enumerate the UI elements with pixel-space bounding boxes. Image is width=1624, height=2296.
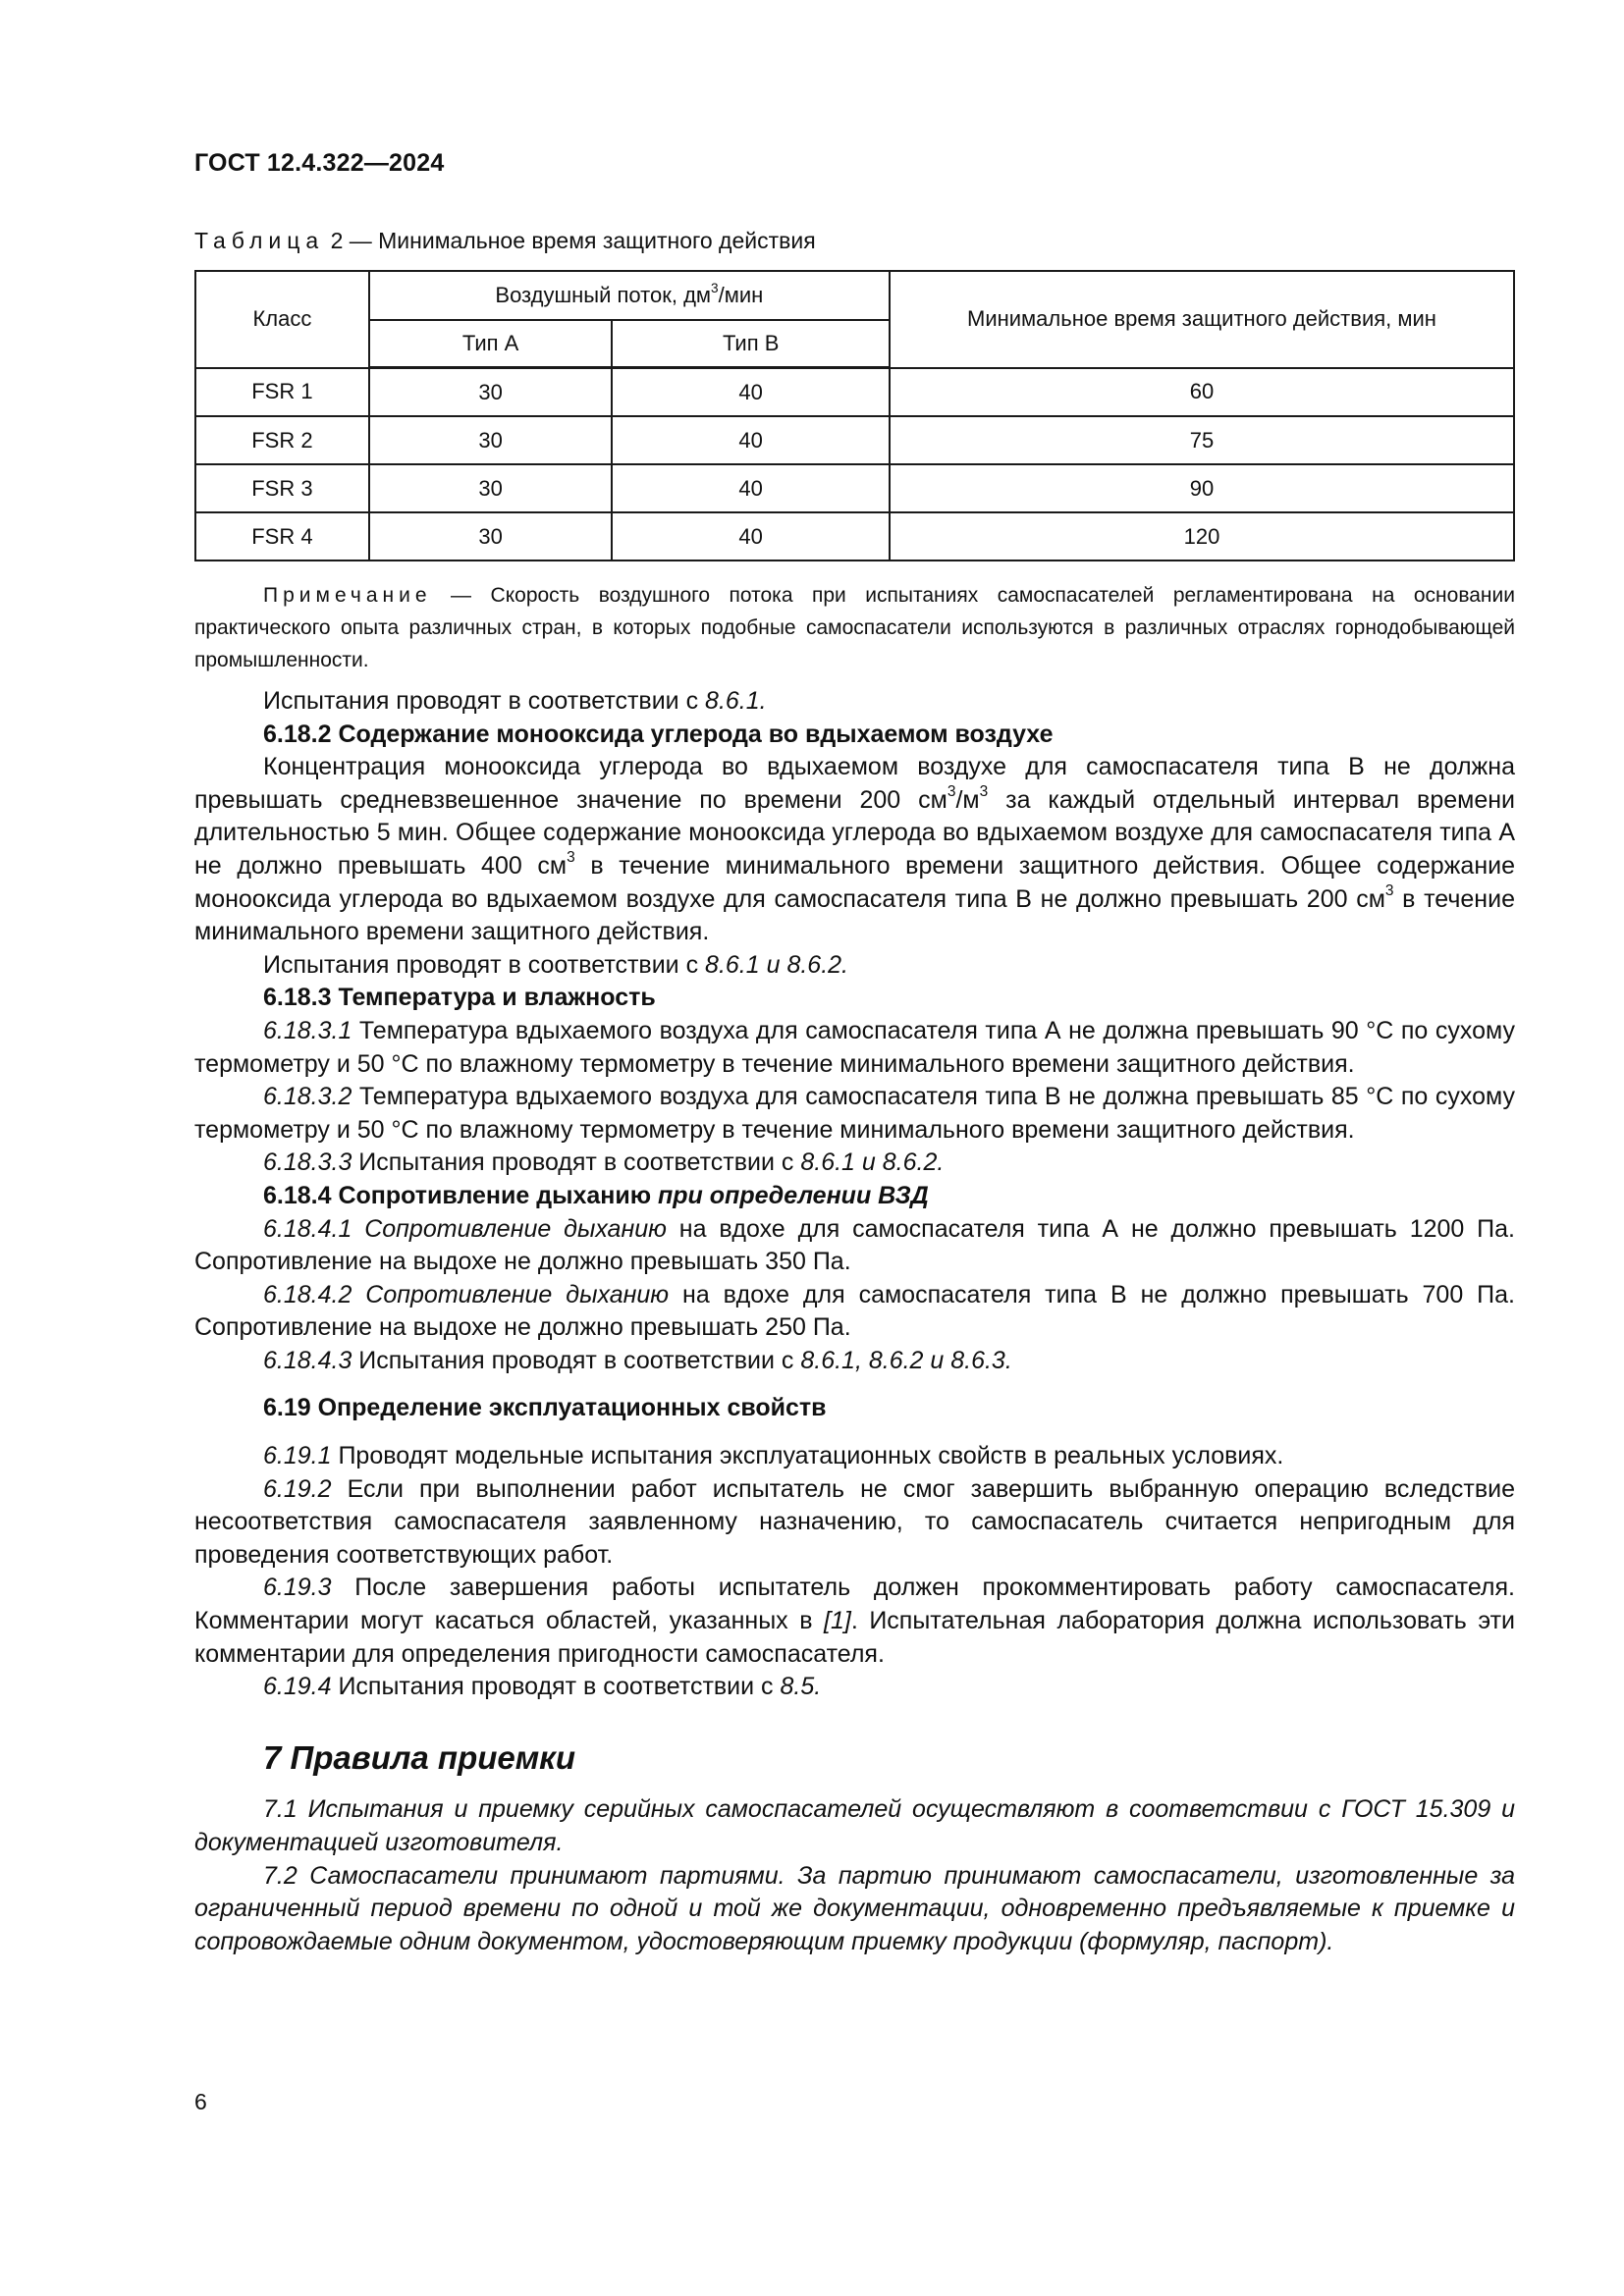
doc-header: ГОСТ 12.4.322—2024 <box>194 149 445 177</box>
cell-type-a: 30 <box>369 368 613 417</box>
header-min-time: Минимальное время защитного действия, мин <box>890 271 1514 368</box>
clause-number: 6.19.3 <box>263 1574 332 1602</box>
section-heading-6-18-3: 6.18.3 Температура и влажность <box>263 984 656 1012</box>
table-caption-label: Таблица <box>194 228 325 253</box>
clause-number: 6.19.4 <box>263 1673 332 1701</box>
header-airflow-unit: /мин <box>718 283 764 307</box>
section-heading-6-18-2: 6.18.2 Содержание монооксида углерода во вдыхаемом воздухе <box>263 720 1054 748</box>
paragraph <box>194 1671 1515 1704</box>
bibliography-ref: [1] <box>824 1607 851 1635</box>
cell-min-time: 120 <box>890 512 1514 561</box>
paragraph <box>194 1081 1515 1147</box>
clause-number: 6.18.4.2 Сопротивление дыханию <box>263 1280 670 1308</box>
cell-class: FSR 1 <box>195 368 369 417</box>
paragraph <box>194 1572 1515 1671</box>
paragraph-text: в течение минимального времени защитного действия. Общее содержание монооксида углерода во вдыхаемом воздухе для самоспасателя типа В не должно превышать 200 см <box>194 851 1515 913</box>
superscript: 3 <box>1384 881 1394 899</box>
protection-time-table <box>194 270 1515 561</box>
table-row <box>195 512 1514 561</box>
section-heading-7: 7 Правила приемки <box>263 1738 576 1776</box>
paragraph <box>194 1279 1515 1345</box>
table-header-row <box>195 271 1514 320</box>
clause-number: 6.18.3.3 <box>263 1148 352 1177</box>
table-row <box>195 368 1514 417</box>
note-label: Примечание <box>263 584 432 607</box>
table-row <box>195 464 1514 512</box>
table-row <box>195 416 1514 464</box>
table-caption <box>194 228 816 254</box>
paragraph <box>194 1473 1515 1573</box>
paragraph-text: Если при выполнении работ испытатель не смог завершить выбранную операцию вследствие несоответствия самоспасателя заявленному назначению, то самоспасатель считается непригодным для проведения соответствующих работ. <box>194 1474 1515 1569</box>
paragraph-text: за каждый отдельный интервал времени длительностью 5 мин. Общее содержание монооксида углерода во вдыхаемом воздухе для самоспасателя типа А не должно превышать 400 см <box>194 785 1515 880</box>
clause-ref: 8.6.1 и 8.6.2. <box>705 950 848 979</box>
table-note <box>194 579 1515 676</box>
clause-ref: 8.6.1 и 8.6.2. <box>800 1148 945 1177</box>
paragraph-text: После завершения работы испытатель должен прокомментировать работу самоспасателя. Комментарии могут касаться областей, указанных в <box>194 1574 1515 1635</box>
paragraph-text: в течение минимального времени защитного действия. <box>194 884 1515 946</box>
cell-class: FSR 2 <box>195 416 369 464</box>
paragraph-text: Температура вдыхаемого воздуха для самоспасателя типа А не должна превышать 90 °С по сухому термометру и 50 °С по влажному термометру в течение минимального времени защитного действия. <box>194 1016 1515 1078</box>
paragraph-text: Испытания проводят в соответствии с <box>331 1673 781 1701</box>
paragraph-text: . Испытательная лаборатория должна использовать эти комментарии для определения пригодности самоспасателя. <box>194 1607 1515 1668</box>
cell-type-b: 40 <box>612 368 890 417</box>
cell-min-time: 75 <box>890 416 1514 464</box>
paragraph-text: Температура вдыхаемого воздуха для самоспасателя типа В не должна превышать 85 °С по сухому термометру и 50 °С по влажному термометру в течение минимального времени защитного действия. <box>194 1083 1515 1144</box>
header-airflow-sup: 3 <box>711 280 719 295</box>
cell-min-time: 60 <box>890 368 1514 417</box>
paragraph-text: Испытания проводят в соответствии с <box>263 950 706 979</box>
paragraph <box>194 1440 1515 1473</box>
heading-text: 6.18.4 Сопротивление дыханию <box>263 1181 659 1209</box>
clause-ref: 8.5. <box>780 1673 822 1701</box>
superscript: 3 <box>979 783 989 801</box>
cell-class: FSR 4 <box>195 512 369 561</box>
paragraph <box>194 751 1515 949</box>
clause-number: 6.18.3.2 <box>263 1083 352 1111</box>
header-class: Класс <box>195 271 369 368</box>
paragraph: 7.2 Самоспасатели принимают партиями. За партию принимают самоспасатели, изготовленные за ограниченный период времени по одной и той же документации, одновременно предъявляемые к приемке и сопровождаемые одним документом, удостоверяющим приемку продукции (формуляр, паспорт). <box>194 1861 1515 1955</box>
cell-type-a: 30 <box>369 512 613 561</box>
paragraph-text: на вдохе для самоспасателя типа В не должно превышать 700 Па. Сопротивление на выдохе не должно превышать 250 Па. <box>194 1280 1515 1342</box>
header-airflow-text: Воздушный поток, дм <box>495 283 712 307</box>
paragraph-text: Испытания проводят в соответствии с <box>352 1346 801 1374</box>
clause-ref: 8.6.1, 8.6.2 и 8.6.3. <box>800 1346 1012 1374</box>
header-type-a: Тип А <box>369 320 613 368</box>
page-number: 6 <box>194 2089 207 2114</box>
header-airflow <box>369 271 890 320</box>
clause-number: 6.18.3.1 <box>263 1016 352 1044</box>
cell-min-time: 90 <box>890 464 1514 512</box>
clause-number: 6.18.4.3 <box>263 1346 352 1374</box>
paragraph <box>194 1213 1515 1279</box>
paragraph <box>194 1015 1515 1081</box>
document-body <box>194 685 1515 1958</box>
cell-type-a: 30 <box>369 416 613 464</box>
header-type-b: Тип В <box>612 320 890 368</box>
cell-type-b: 40 <box>612 416 890 464</box>
superscript: 3 <box>567 849 575 867</box>
note-text: — Скорость воздушного потока при испытаниях самоспасателей регламентирована на основании практического опыта различных стран, в которых подобные самоспасатели используются в различных отраслях горнодобывающей промышленности. <box>194 584 1515 671</box>
superscript: 3 <box>947 783 956 801</box>
clause-number: 6.18.4.1 Сопротивление дыханию <box>263 1214 667 1243</box>
clause-number: 6.19.2 <box>263 1474 332 1503</box>
section-heading-6-19: 6.19 Определение эксплуатационных свойств <box>263 1394 827 1422</box>
clause-number: 6.19.1 <box>263 1442 332 1470</box>
clause-ref: 8.6.1. <box>705 687 767 715</box>
paragraph-text: Проводят модельные испытания эксплуатационных свойств в реальных условиях. <box>331 1442 1284 1470</box>
section-heading-6-18-4 <box>194 1180 1515 1213</box>
heading-text-italic: при определении ВЗД <box>658 1181 929 1209</box>
paragraph-text: Концентрация монооксида углерода во вдыхаемом воздухе для самоспасателя типа В не должна превышать средневзвешенное значение по времени 200 см <box>194 753 1515 814</box>
paragraph: 7.1 Испытания и приемку серийных самоспасателей осуществляют в соответствии с ГОСТ 15.309 и документацией изготовителя. <box>194 1795 1515 1856</box>
paragraph-text: Испытания проводят в соответствии с <box>263 687 706 715</box>
table-caption-title: 2 — Минимальное время защитного действия <box>324 228 816 253</box>
cell-type-b: 40 <box>612 512 890 561</box>
cell-type-b: 40 <box>612 464 890 512</box>
paragraph <box>194 949 1515 983</box>
paragraph <box>194 685 1515 719</box>
paragraph-text: /м <box>955 785 980 814</box>
paragraph <box>194 1345 1515 1378</box>
paragraph-text: Испытания проводят в соответствии с <box>352 1148 801 1177</box>
paragraph <box>194 1147 1515 1180</box>
paragraph-text: на вдохе для самоспасателя типа А не должно превышать 1200 Па. Сопротивление на выдохе не должно превышать 350 Па. <box>194 1214 1515 1276</box>
cell-type-a: 30 <box>369 464 613 512</box>
cell-class: FSR 3 <box>195 464 369 512</box>
